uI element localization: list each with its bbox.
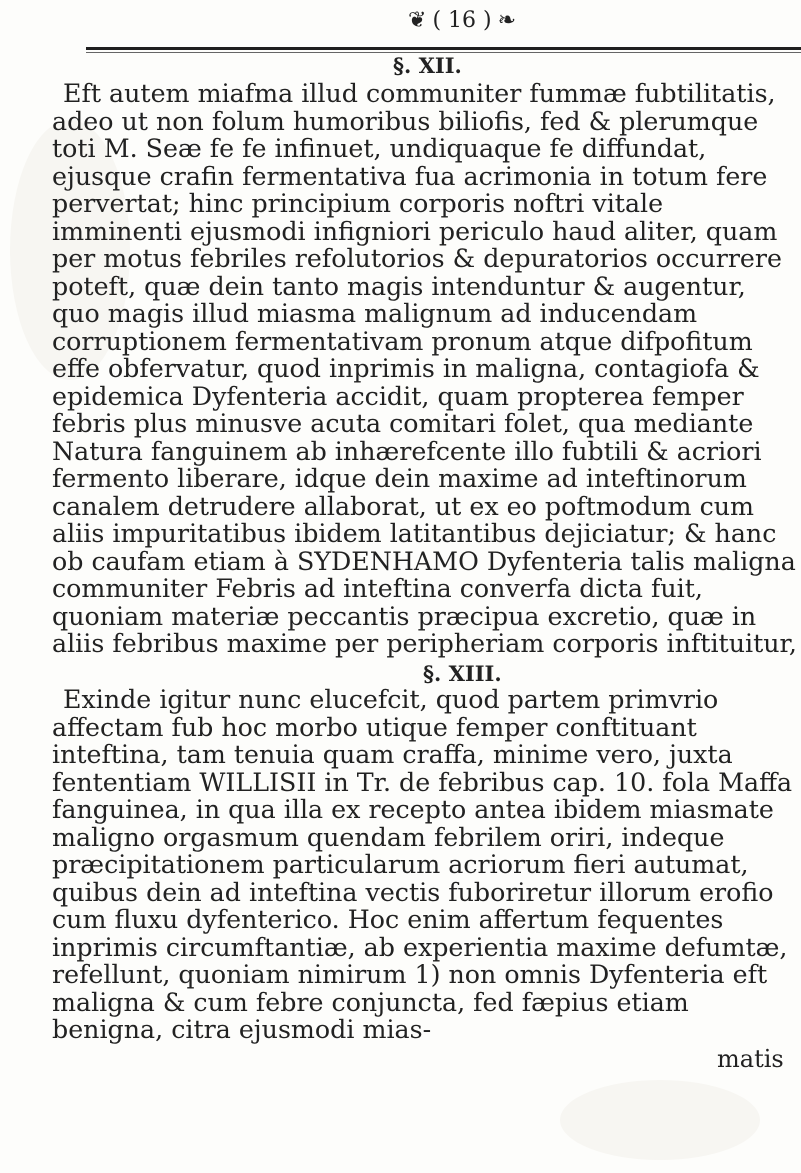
catchword: matis: [717, 1045, 784, 1073]
fleuron-right-icon: ❧: [497, 7, 517, 33]
paragraph-section-xii: Eft autem miafma illud communiter fummæ fubtilitatis, adeo ut non folum humoribus biliofis, fed & plerumque toti M. Seæ fe fe infinuet, undiquaque fe diffundat, ejusque crafin fermentativa fua acrimonia in totum fere pervertat; hinc principium corporis noftri vitale imminenti ejusmodi infigniori periculo haud aliter, quam per motus febriles refolutorios & depuratorios occurrere poteft, quæ dein tanto magis intenduntur & augentur, quo magis illud miasma malignum ad inducendam corruptionem fermentativam pronum atque difpofitum effe obfervatur, quod inprimis in maligna, contagiofa & epidemica Dyfenteria accidit, quam propterea femper febris plus minusve acuta comitari folet, qua mediante Natura fanguinem ab inhærefcente illo fubtili & acriori fermento liberare, idque dein maxime ad inteftinorum canalem detrudere allaborat, ut ex eo poftmodum cum aliis impuritatibus ibidem latitantibus dejiciatur; & hanc ob caufam etiam à SYDENHAMO Dyfenteria talis maligna communiter Febris ad inteftina converfa dicta fuit, quoniam materiæ peccantis præcipua excretio, quæ in aliis febribus maxime per peripheriam corporis inftituitur,: [52, 80, 797, 658]
header-center: [408, 8, 516, 33]
running-header: [0, 4, 801, 54]
section-heading-xii: §. XII.: [393, 53, 462, 78]
fleuron-left-icon: ❦: [408, 7, 427, 33]
paragraph-section-xiii: Exinde igitur nunc elucefcit, quod partem primvrio affectam fub hoc morbo utique femper conftituant inteftina, tam tenuia quam craffa, minime vero, juxta fententiam WILLISII in Tr. de febribus cap. 10. fola Maffa fanguinea, in qua illa ex recepto antea ibidem miasmate maligno orgasmum quendam febrilem oriri, indeque præcipitationem particularum acriorum fieri autumat, quibus dein ad inteftina vectis fuboriretur illorum erofio cum fluxu dyfenterico. Hoc enim affertum fequentes inprimis circumftantiæ, ab experientia maxime defumtæ, refellunt, quoniam nimirum 1) non omnis Dyfenteria eft maligna & cum febre conjuncta, fed fæpius etiam benigna, citra ejusmodi mias-: [52, 686, 793, 1044]
paper-stain: [560, 1080, 760, 1160]
header-rule: [86, 47, 801, 50]
section-heading-xiii: §. XIII.: [423, 661, 502, 686]
page-number: ( 16 ): [432, 8, 492, 33]
